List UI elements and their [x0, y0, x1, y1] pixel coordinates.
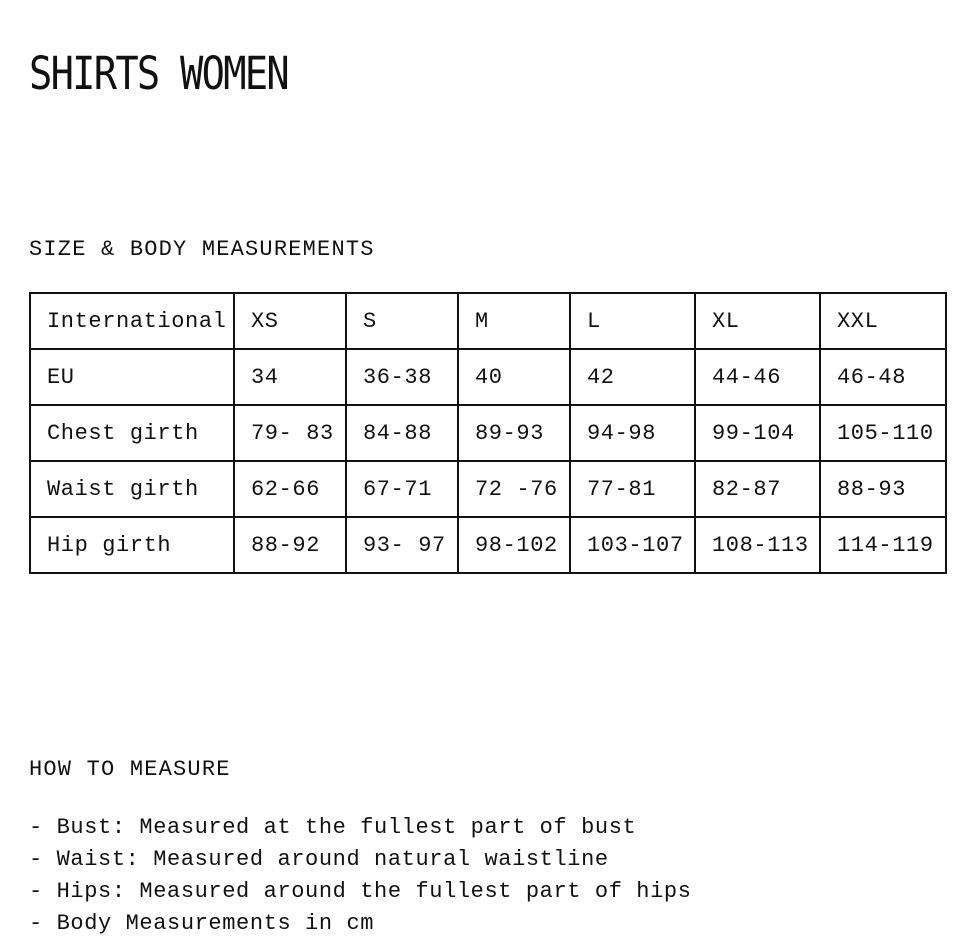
row-label-chest-girth: Chest girth	[30, 405, 234, 461]
table-row	[30, 405, 946, 461]
list-item: - Bust: Measured at the fullest part of bust	[29, 815, 637, 840]
list-item: - Hips: Measured around the fullest part of hips	[29, 879, 692, 904]
table-cell: 36-38	[346, 349, 458, 405]
row-label-eu: EU	[30, 349, 234, 405]
table-cell: XS	[234, 293, 346, 349]
row-label-waist-girth: Waist girth	[30, 461, 234, 517]
table-cell: M	[458, 293, 570, 349]
table-cell: 105-110	[820, 405, 946, 461]
table-cell: XL	[695, 293, 820, 349]
table-cell: 103-107	[570, 517, 695, 573]
how-to-measure-heading: HOW TO MEASURE	[29, 757, 231, 782]
table-cell: 93- 97	[346, 517, 458, 573]
size-measurements-heading: SIZE & BODY MEASUREMENTS	[29, 237, 375, 262]
table-cell: 94-98	[570, 405, 695, 461]
table-row	[30, 517, 946, 573]
table-cell: 89-93	[458, 405, 570, 461]
table-cell: 40	[458, 349, 570, 405]
table-row	[30, 293, 946, 349]
table-cell: 88-92	[234, 517, 346, 573]
table-cell: 108-113	[695, 517, 820, 573]
size-table	[29, 292, 947, 574]
table-cell: 114-119	[820, 517, 946, 573]
list-item: - Waist: Measured around natural waistline	[29, 847, 609, 872]
table-cell: L	[570, 293, 695, 349]
table-cell: 44-46	[695, 349, 820, 405]
table-cell: 62-66	[234, 461, 346, 517]
table-cell: 82-87	[695, 461, 820, 517]
list-item: - Body Measurements in cm	[29, 911, 375, 936]
table-cell: 84-88	[346, 405, 458, 461]
table-cell: 79- 83	[234, 405, 346, 461]
page-title: SHIRTS WOMEN	[29, 47, 288, 100]
table-cell: 88-93	[820, 461, 946, 517]
row-label-hip-girth: Hip girth	[30, 517, 234, 573]
table-cell: 77-81	[570, 461, 695, 517]
table-cell: 67-71	[346, 461, 458, 517]
measure-instructions-list	[29, 812, 692, 940]
table-row	[30, 461, 946, 517]
table-cell: 99-104	[695, 405, 820, 461]
table-cell: 46-48	[820, 349, 946, 405]
table-cell: XXL	[820, 293, 946, 349]
table-cell: 98-102	[458, 517, 570, 573]
table-cell: S	[346, 293, 458, 349]
table-row	[30, 349, 946, 405]
row-label-international: International	[30, 293, 234, 349]
table-cell: 42	[570, 349, 695, 405]
table-cell: 34	[234, 349, 346, 405]
table-cell: 72 -76	[458, 461, 570, 517]
